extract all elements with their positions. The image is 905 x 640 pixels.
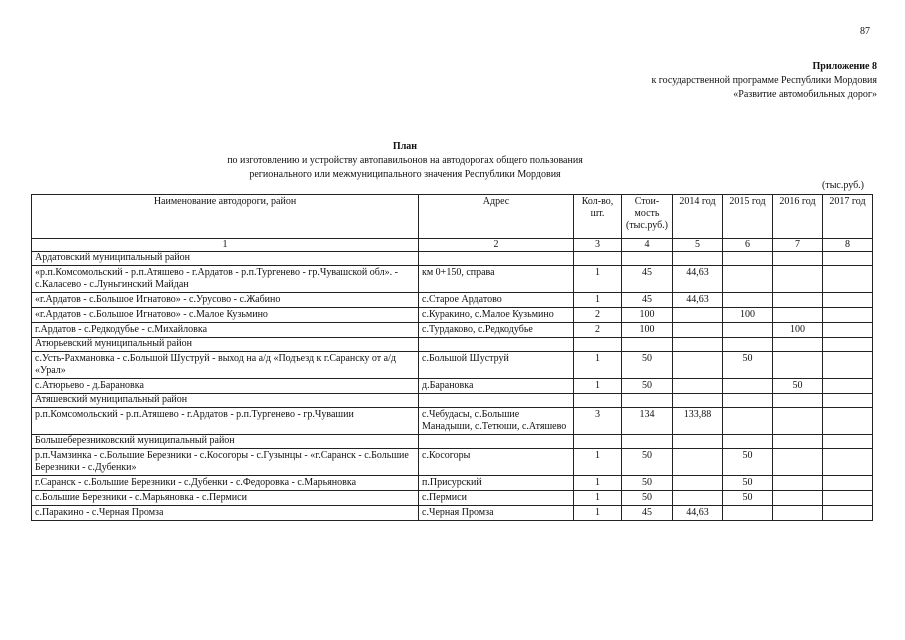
y2014-cell xyxy=(673,323,723,338)
y2017-cell xyxy=(823,449,873,476)
y2015-cell: 50 xyxy=(723,476,773,491)
cost-cell: 45 xyxy=(622,506,673,521)
appendix-block xyxy=(651,60,877,102)
cost-cell: 50 xyxy=(622,352,673,379)
plan-line-2: регионального или межмуниципального значения Республики Мордовия xyxy=(249,169,561,180)
cost-cell: 50 xyxy=(622,379,673,394)
y2016-cell xyxy=(773,394,823,408)
road-name-cell: р.п.Чамзинка - с.Большие Березники - с.Косогоры - с.Гузынцы - «г.Саранск - с.Большие Березники - с.Дубенки» xyxy=(32,449,419,476)
qty-cell: 1 xyxy=(574,506,622,521)
y2016-cell: 100 xyxy=(773,323,823,338)
column-number: 8 xyxy=(823,239,873,252)
address-cell: с.Большой Шуструй xyxy=(419,352,574,379)
table-body xyxy=(32,252,873,521)
road-name-cell: с.Атюрьево - д.Барановка xyxy=(32,379,419,394)
y2016-cell xyxy=(773,506,823,521)
plan-title xyxy=(0,140,810,182)
qty-cell xyxy=(574,394,622,408)
column-number: 1 xyxy=(32,239,419,252)
qty-cell xyxy=(574,338,622,352)
y2017-cell xyxy=(823,266,873,293)
y2014-cell xyxy=(673,394,723,408)
cost-cell: 100 xyxy=(622,308,673,323)
cost-cell xyxy=(622,435,673,449)
y2017-cell xyxy=(823,394,873,408)
y2016-cell xyxy=(773,491,823,506)
y2014-cell xyxy=(673,308,723,323)
address-cell: с.Куракино, с.Малое Кузьмино xyxy=(419,308,574,323)
y2016-cell xyxy=(773,435,823,449)
district-name: Атюрьевский муниципальный район xyxy=(32,338,419,352)
col-header-cost: Стои-мость (тыс.руб.) xyxy=(622,195,673,239)
qty-cell: 1 xyxy=(574,293,622,308)
address-cell xyxy=(419,338,574,352)
qty-cell: 1 xyxy=(574,449,622,476)
y2014-cell: 44,63 xyxy=(673,293,723,308)
table-row xyxy=(32,266,873,293)
y2016-cell xyxy=(773,449,823,476)
y2015-cell: 100 xyxy=(723,308,773,323)
y2016-cell xyxy=(773,308,823,323)
y2016-cell: 50 xyxy=(773,379,823,394)
y2015-cell xyxy=(723,266,773,293)
y2016-cell xyxy=(773,338,823,352)
district-name: Большеберезниковский муниципальный район xyxy=(32,435,419,449)
table-row xyxy=(32,491,873,506)
road-name-cell: р.п.Комсомольский - р.п.Атяшево - г.Ардатов - р.п.Тургенево - гр.Чувашии xyxy=(32,408,419,435)
y2014-cell xyxy=(673,449,723,476)
column-number: 5 xyxy=(673,239,723,252)
appendix-line-1: к государственной программе Республики Мордовия xyxy=(651,75,877,86)
appendix-line-2: «Развитие автомобильных дорог» xyxy=(733,89,877,100)
section-row xyxy=(32,252,873,266)
plan-line-1: по изготовлению и устройству автопавильонов на автодорогах общего пользования xyxy=(227,155,583,166)
table-row xyxy=(32,293,873,308)
qty-cell xyxy=(574,435,622,449)
cost-cell: 50 xyxy=(622,491,673,506)
col-header-2017: 2017 год xyxy=(823,195,873,239)
y2017-cell xyxy=(823,476,873,491)
y2014-cell: 133,88 xyxy=(673,408,723,435)
y2014-cell: 44,63 xyxy=(673,266,723,293)
address-cell: с.Черная Промза xyxy=(419,506,574,521)
y2016-cell xyxy=(773,293,823,308)
address-cell: с.Турдаково, с.Редкодубье xyxy=(419,323,574,338)
col-header-qty: Кол-во, шт. xyxy=(574,195,622,239)
section-row xyxy=(32,394,873,408)
y2017-cell xyxy=(823,352,873,379)
y2016-cell xyxy=(773,476,823,491)
address-cell: д.Барановка xyxy=(419,379,574,394)
table-row xyxy=(32,308,873,323)
road-name-cell: «р.п.Комсомольский - р.п.Атяшево - г.Ардатов - р.п.Тургенево - гр.Чувашской обл». - с.Каласево - с.Луньгинский Майдан xyxy=(32,266,419,293)
table-row xyxy=(32,449,873,476)
table-row xyxy=(32,352,873,379)
y2015-cell: 50 xyxy=(723,449,773,476)
y2017-cell xyxy=(823,293,873,308)
plan-table xyxy=(31,194,873,521)
address-cell: с.Пермиси xyxy=(419,491,574,506)
plan-heading: План xyxy=(392,141,418,152)
y2015-cell xyxy=(723,323,773,338)
qty-cell: 2 xyxy=(574,323,622,338)
cost-cell: 45 xyxy=(622,293,673,308)
cost-cell xyxy=(622,394,673,408)
address-cell: п.Присурский xyxy=(419,476,574,491)
column-number: 7 xyxy=(773,239,823,252)
column-number: 4 xyxy=(622,239,673,252)
table-row xyxy=(32,323,873,338)
col-header-address: Адрес xyxy=(419,195,574,239)
table-row xyxy=(32,408,873,435)
qty-cell: 1 xyxy=(574,352,622,379)
y2017-cell xyxy=(823,338,873,352)
qty-cell: 2 xyxy=(574,308,622,323)
header-row xyxy=(32,195,873,239)
y2017-cell xyxy=(823,506,873,521)
district-name: Ардатовский муниципальный район xyxy=(32,252,419,266)
qty-cell: 1 xyxy=(574,491,622,506)
table-row xyxy=(32,476,873,491)
cost-cell: 100 xyxy=(622,323,673,338)
column-number-row xyxy=(32,239,873,252)
address-cell: с.Косогоры xyxy=(419,449,574,476)
y2014-cell xyxy=(673,252,723,266)
unit-label: (тыс.руб.) xyxy=(822,180,865,191)
cost-cell: 50 xyxy=(622,476,673,491)
y2017-cell xyxy=(823,308,873,323)
y2014-cell: 44,63 xyxy=(673,506,723,521)
y2015-cell: 50 xyxy=(723,491,773,506)
y2015-cell xyxy=(723,506,773,521)
address-cell: км 0+150, справа xyxy=(419,266,574,293)
y2017-cell xyxy=(823,252,873,266)
cost-cell xyxy=(622,338,673,352)
qty-cell xyxy=(574,252,622,266)
qty-cell: 1 xyxy=(574,266,622,293)
cost-cell: 45 xyxy=(622,266,673,293)
col-header-2014: 2014 год xyxy=(673,195,723,239)
appendix-title: Приложение 8 xyxy=(812,61,877,72)
road-name-cell: с.Усть-Рахмановка - с.Большой Шуструй - выход на а/д «Подъезд к г.Саранску от а/д «Урал» xyxy=(32,352,419,379)
address-cell xyxy=(419,394,574,408)
y2015-cell xyxy=(723,408,773,435)
qty-cell: 1 xyxy=(574,379,622,394)
y2017-cell xyxy=(823,491,873,506)
table-row xyxy=(32,379,873,394)
qty-cell: 1 xyxy=(574,476,622,491)
road-name-cell: «г.Ардатов - с.Большое Игнатово» - с.Урусово - с.Жабино xyxy=(32,293,419,308)
y2016-cell xyxy=(773,352,823,379)
y2016-cell xyxy=(773,266,823,293)
y2017-cell xyxy=(823,408,873,435)
cost-cell xyxy=(622,252,673,266)
y2015-cell xyxy=(723,293,773,308)
address-cell: с.Чебудасы, с.Большие Манадыши, с.Тетюши, с.Атяшево xyxy=(419,408,574,435)
y2015-cell xyxy=(723,435,773,449)
y2014-cell xyxy=(673,476,723,491)
col-header-2016: 2016 год xyxy=(773,195,823,239)
table-row xyxy=(32,506,873,521)
y2016-cell xyxy=(773,408,823,435)
y2015-cell xyxy=(723,379,773,394)
y2015-cell: 50 xyxy=(723,352,773,379)
section-row xyxy=(32,338,873,352)
y2014-cell xyxy=(673,379,723,394)
y2017-cell xyxy=(823,435,873,449)
road-name-cell: «г.Ардатов - с.Большое Игнатово» - с.Малое Кузьмино xyxy=(32,308,419,323)
column-number: 3 xyxy=(574,239,622,252)
section-row xyxy=(32,435,873,449)
y2014-cell xyxy=(673,491,723,506)
y2014-cell xyxy=(673,352,723,379)
y2015-cell xyxy=(723,252,773,266)
y2016-cell xyxy=(773,252,823,266)
qty-cell: 3 xyxy=(574,408,622,435)
address-cell xyxy=(419,252,574,266)
road-name-cell: с.Большие Березники - с.Марьяновка - с.Пермиси xyxy=(32,491,419,506)
col-header-2015: 2015 год xyxy=(723,195,773,239)
y2017-cell xyxy=(823,379,873,394)
y2017-cell xyxy=(823,323,873,338)
road-name-cell: г.Саранск - с.Большие Березники - с.Дубенки - с.Федоровка - с.Марьяновка xyxy=(32,476,419,491)
y2015-cell xyxy=(723,338,773,352)
road-name-cell: с.Паракино - с.Черная Промза xyxy=(32,506,419,521)
cost-cell: 134 xyxy=(622,408,673,435)
y2014-cell xyxy=(673,338,723,352)
col-header-name: Наименование автодороги, район xyxy=(32,195,419,239)
page-number: 87 xyxy=(860,26,870,37)
address-cell xyxy=(419,435,574,449)
cost-cell: 50 xyxy=(622,449,673,476)
district-name: Атяшевский муниципальный район xyxy=(32,394,419,408)
column-number: 2 xyxy=(419,239,574,252)
y2015-cell xyxy=(723,394,773,408)
column-number: 6 xyxy=(723,239,773,252)
address-cell: с.Старое Ардатово xyxy=(419,293,574,308)
road-name-cell: г.Ардатов - с.Редкодубье - с.Михайловка xyxy=(32,323,419,338)
y2014-cell xyxy=(673,435,723,449)
